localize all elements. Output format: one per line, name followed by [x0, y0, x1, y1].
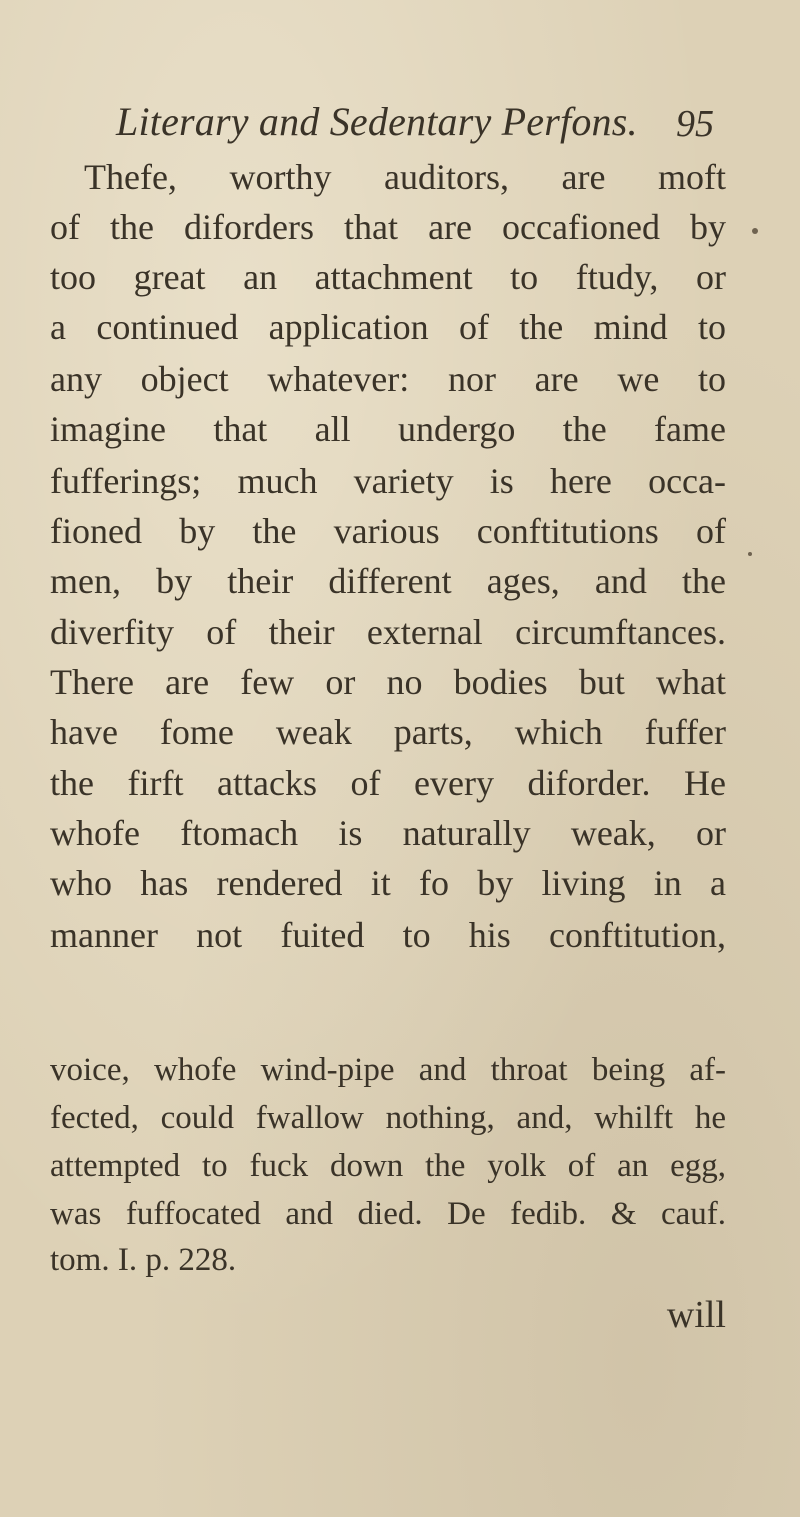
- catchword-row: [50, 1290, 726, 1350]
- footnote: [50, 1045, 726, 1315]
- text-line: fioned by the various conftitutions of: [50, 511, 726, 551]
- footnote-line: tom. I. p. 228.: [50, 1242, 237, 1278]
- footnote-line: attempted to fuck down the yolk of an egg,: [50, 1148, 726, 1184]
- text-line: imagine that all undergo the fame: [50, 409, 726, 449]
- text-line: men, by their different ages, and the: [50, 561, 726, 601]
- text-line: the firft attacks of every diforder. He: [50, 763, 726, 803]
- footnote-line: voice, whofe wind-pipe and throat being af-: [50, 1052, 726, 1088]
- text-line: Thefe, worthy auditors, are moft: [84, 157, 726, 197]
- running-title: Literary and Sedentary Perfons.: [116, 99, 638, 144]
- ink-speck: [748, 552, 752, 556]
- text-line: any object whatever: nor are we to: [50, 359, 726, 399]
- footnote-line: was fuffocated and died. De fedib. & cauf.: [50, 1196, 726, 1232]
- text-line: have fome weak parts, which fuffer: [50, 712, 726, 752]
- text-line: a continued application of the mind to: [50, 307, 726, 347]
- text-line: of the diforders that are occafioned by: [50, 207, 726, 247]
- text-line: fufferings; much variety is here occa-: [50, 461, 726, 501]
- text-line: manner not fuited to his conftitution,: [50, 915, 726, 955]
- text-line: whofe ftomach is naturally weak, or: [50, 813, 726, 853]
- catchword: will: [666, 1294, 726, 1336]
- ink-speck: [752, 228, 758, 234]
- text-line: too great an attachment to ftudy, or: [50, 257, 726, 297]
- text-line: diverfity of their external circumftances.: [50, 612, 726, 652]
- text-line: who has rendered it fo by living in a: [50, 863, 726, 903]
- main-text: [50, 152, 726, 962]
- page-number: 95: [676, 103, 714, 145]
- text-line: There are few or no bodies but what: [50, 662, 726, 702]
- footnote-line: fected, could fwallow nothing, and, whilft he: [50, 1100, 726, 1136]
